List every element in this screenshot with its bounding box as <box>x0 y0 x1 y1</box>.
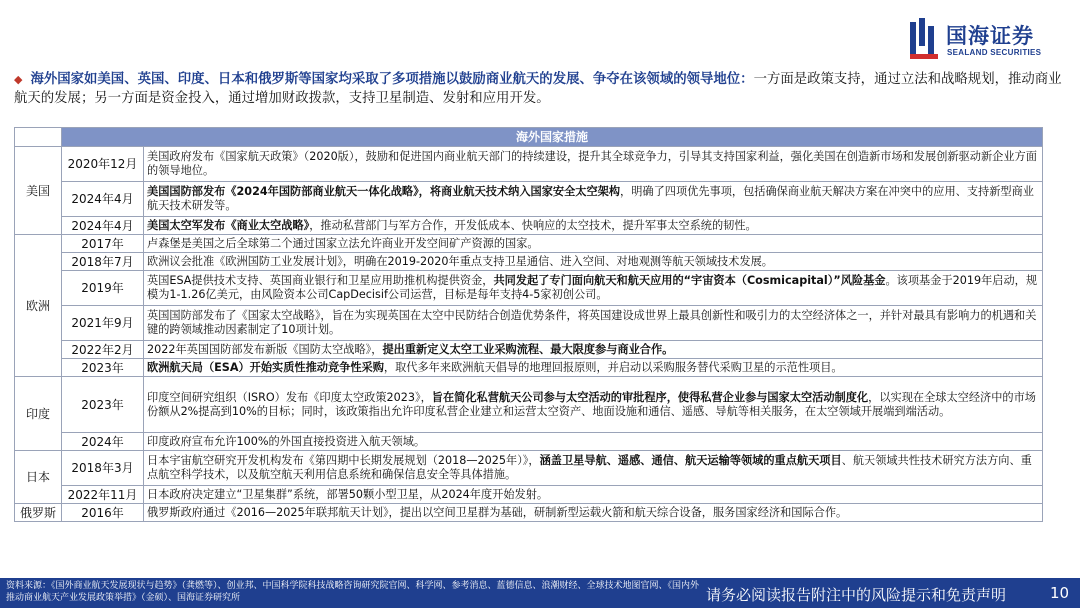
diamond-bullet-icon: ◆ <box>14 73 23 86</box>
desc-bold: 提出重新定义太空工业采购流程、最大限度参与商业合作。 <box>382 342 674 356</box>
desc-text: 印度政府宣布允许100%的外国直接投资进入航天领域。 <box>147 434 426 448</box>
desc-bold: 旨在简化私营航天公司参与太空活动的审批程序，使得私营企业参与国家太空活动制度化 <box>431 390 869 404</box>
footer-bar <box>0 578 1080 608</box>
brand-logo <box>910 18 1060 62</box>
desc-cell <box>144 253 1043 271</box>
desc-text: 欧洲议会批准《欧洲国防工业发展计划》，明确在2019-2020年重点支持卫星通信、进入空间、对地观测等航天领域技术发展。 <box>147 254 773 268</box>
desc-text: 、航天领域共性技术研究方法方向、重点航空科学技术，以及航空航天利用信息系统和确保信息安全等具体措施。 <box>147 454 1032 481</box>
overseas-measures-table <box>14 127 1043 522</box>
footer-disclaimer: 请务必阅读报告附注中的风险提示和免责声明 <box>706 586 1007 604</box>
table-row <box>15 359 1043 377</box>
desc-text: 俄罗斯政府通过《2016—2025年联邦航天计划》，提出以空间卫星群为基础，研制新型运载火箭和航天综合设备，服务国家经济和国际合作。 <box>147 505 848 519</box>
date-cell: 2023年 <box>62 377 144 433</box>
country-cell: 欧洲 <box>15 235 62 377</box>
date-cell: 2022年2月 <box>62 341 144 359</box>
table-row <box>15 504 1043 522</box>
sealand-logo-icon <box>910 18 940 60</box>
desc-cell <box>144 341 1043 359</box>
desc-text: 印度空间研究组织（ISRO）发布《印度太空政策2023》， <box>147 390 432 404</box>
table-row <box>15 433 1043 451</box>
desc-cell <box>144 182 1043 217</box>
date-cell: 2024年4月 <box>62 217 144 235</box>
date-cell: 2024年4月 <box>62 182 144 217</box>
desc-bold: 涵盖卫星导航、遥感、通信、航天运输等领域的重点航天项目 <box>539 454 842 467</box>
desc-text: 日本宇宙航空研究开发机构发布《第四期中长期发展规划（2018—2025年）》， <box>147 454 540 467</box>
table-row <box>15 486 1043 504</box>
table-header: 海外国家措施 <box>62 128 1043 147</box>
desc-cell <box>144 147 1043 182</box>
brand-name-en: SEALAND SECURITIES <box>947 48 1042 57</box>
date-cell: 2024年 <box>62 433 144 451</box>
desc-cell <box>144 235 1043 253</box>
desc-text: 英国ESA提供技术支持、英国商业银行和卫星应用助推机构提供资金， <box>147 274 494 287</box>
lead-highlight: 海外国家如美国、英国、印度、日本和俄罗斯等国家均采取了多项措施以鼓励商业航天的发展、争夺在该领域的领导地位： <box>30 72 754 87</box>
table-row <box>15 147 1043 182</box>
date-cell: 2018年3月 <box>62 451 144 486</box>
desc-cell <box>144 451 1043 486</box>
table-row <box>15 341 1043 359</box>
desc-cell <box>144 504 1043 522</box>
desc-text: ，取代多年来欧洲航天倡导的地理回报原则，并启动以采购服务替代采购卫星的示范性项目。 <box>383 360 843 374</box>
desc-bold: 美国国防部发布《2024年国防部商业航天一体化战略》，将商业航天技术纳入国家安全太空架构 <box>147 185 621 198</box>
table-row <box>15 377 1043 433</box>
date-cell: 2017年 <box>62 235 144 253</box>
desc-text: 日本政府决定建立“卫星集群”系统，部署50颗小型卫星，从2024年度开始发射。 <box>147 487 549 501</box>
date-cell: 2018年7月 <box>62 253 144 271</box>
desc-text: 卢森堡是美国之后全球第二个通过国家立法允许商业开发空间矿产资源的国家。 <box>147 236 539 250</box>
brand-name-cn: 国海证券 <box>946 24 1034 48</box>
desc-cell <box>144 271 1043 306</box>
date-cell: 2019年 <box>62 271 144 306</box>
date-cell: 2016年 <box>62 504 144 522</box>
desc-cell <box>144 359 1043 377</box>
date-cell: 2023年 <box>62 359 144 377</box>
desc-text: 。该项基金于2019年启动，规模为1-1.26亿美元，由风险资本公司CapDecisif公司运营，目标是每年支持4-5家初创公司。 <box>147 274 1038 301</box>
country-cell: 俄罗斯 <box>15 504 62 522</box>
table-row <box>15 271 1043 306</box>
country-cell: 美国 <box>15 147 62 235</box>
desc-text: ，推动私营部门与军方合作，开发低成本、快响应的太空技术，提升军事太空系统的韧性。 <box>309 218 757 232</box>
desc-cell <box>144 377 1043 433</box>
table-row <box>15 235 1043 253</box>
desc-bold: 共同发起了专门面向航天和航天应用的“宇宙资本（Cosmicapital）”风险基金 <box>493 274 886 287</box>
date-cell: 2022年11月 <box>62 486 144 504</box>
footer-source: 资料来源：《国外商业航天发展现状与趋势》（龚燃等）、创业邦、中国科学院科技战略咨询研究院官网、科学网、参考消息、蓝德信息、浪潮财经、全球技术地图官网、《国内外推动商业航天产业发展政策举措》（金硕）、国海证券研究所 <box>6 581 700 603</box>
desc-text: 英国国防部发布了《国家太空战略》，旨在为实现英国在太空中民防结合创造优势条件，将英国建设成世界上最具创新性和吸引力的太空经济体之一，并针对最具有影响力的机遇和关键的跨领域推动因素制定了10项计划。 <box>147 309 1037 336</box>
desc-cell <box>144 306 1043 341</box>
lead-rest: 一方面是政策支持，通过立法和战略规划，推动商业航天的发展；另一方面是资金投入，通过增加财政拨款，支持卫星制造、发射和应用开发。 <box>14 72 1062 106</box>
country-cell: 印度 <box>15 377 62 451</box>
page-number: 10 <box>1050 584 1070 602</box>
date-cell: 2020年12月 <box>62 147 144 182</box>
table-row <box>15 253 1043 271</box>
table-row <box>15 217 1043 235</box>
desc-text: 2022年英国国防部发布新版《国防太空战略》， <box>147 342 383 356</box>
desc-text: ，以实现在全球太空经济中的市场份额从2%提高到10%的目标；同时，该政策指出允许印度私营企业建立和运营太空资产、地面设施和通信、遥感、导航等相关服务，在太空领域开展端到端活动。 <box>147 390 1036 418</box>
country-cell: 日本 <box>15 451 62 504</box>
desc-cell <box>144 486 1043 504</box>
table-row <box>15 306 1043 341</box>
table-row <box>15 182 1043 217</box>
desc-cell <box>144 433 1043 451</box>
desc-bold: 欧洲航天局（ESA）开始实质性推动竞争性采购 <box>147 360 384 374</box>
desc-text: ，明确了四项优先事项，包括确保商业航天解决方案在冲突中的应用、支持新型商业航天技术研发等。 <box>147 185 1034 212</box>
date-cell: 2021年9月 <box>62 306 144 341</box>
table-corner <box>15 128 62 147</box>
desc-cell <box>144 217 1043 235</box>
lead-paragraph <box>14 70 1066 108</box>
desc-text: 美国政府发布《国家航天政策》（2020版），鼓励和促进国内商业航天部门的持续建设，提升其全球竞争力，引导其支持国家利益，强化美国在创造新市场和发展创新驱动新企业方面的领导地位。 <box>147 150 1037 177</box>
table-row <box>15 451 1043 486</box>
desc-bold: 美国太空军发布《商业太空战略》 <box>147 218 310 232</box>
